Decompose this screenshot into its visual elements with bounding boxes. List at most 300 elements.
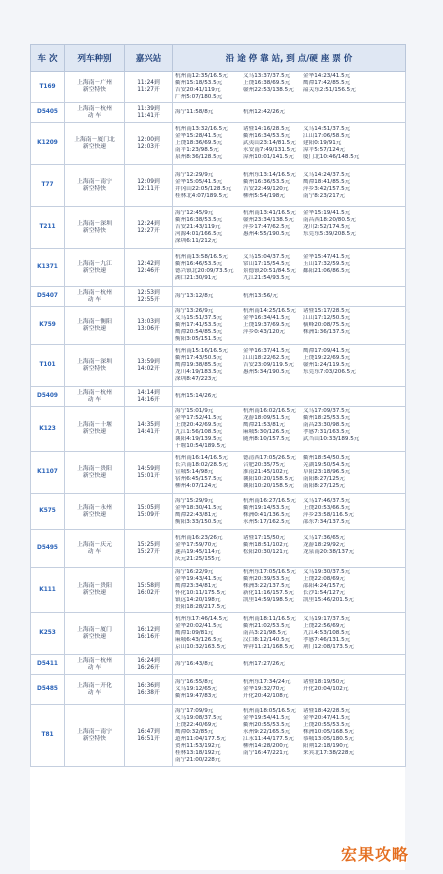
watermark-logo: 宏果攻略 xyxy=(341,845,410,864)
train-type xyxy=(65,494,125,530)
stops-cell xyxy=(173,655,406,675)
train-type-line: 动 车 xyxy=(87,689,102,696)
stop-entry: 杭州南18:05/16.5元 xyxy=(243,707,296,714)
stop-entry: 漳平5:57/124元 xyxy=(303,147,345,153)
departure-time: 12:03开 xyxy=(137,143,160,150)
stop-entry: 南阳8:27/125元 xyxy=(303,483,345,489)
stop-entry: 鹰潭1:09/81元 xyxy=(175,630,214,636)
stop-entry: 诸暨18:42/28.5元 xyxy=(303,707,351,714)
stop-entry: 衢州20:39/53.5元 xyxy=(243,576,291,582)
train-type-line: 新空快速 xyxy=(82,511,107,518)
stops-grid xyxy=(175,172,405,200)
stop-entry: 凯里14:59/198.5元 xyxy=(243,597,294,603)
stop-entry: 漳州10:01/141.5元 xyxy=(243,154,294,160)
stop-entry xyxy=(303,275,365,282)
stop-entry: 南昌23:30/98.5元 xyxy=(303,422,351,428)
stop-entry: 金华15:47/41.5元 xyxy=(303,253,351,260)
stop-entry: 芜湖19:50/54.5元 xyxy=(303,462,351,468)
jiaxing-times xyxy=(125,655,173,675)
stop-entry: 杭州13:56/元 xyxy=(243,293,278,299)
stop-entry: 龙游18:29/92元 xyxy=(303,541,345,548)
stop-entry: 海宁13:26/9元 xyxy=(175,308,214,314)
stop-entry: 株洲1:36/137.5元 xyxy=(303,329,351,335)
arrival-time: 13:03到 xyxy=(137,318,160,325)
train-type xyxy=(65,123,125,165)
stop-entry: 南平1:23/98.5元 xyxy=(175,147,219,153)
stop-entry: 金华20:02/41.5元 xyxy=(175,623,223,629)
stops-grid xyxy=(175,661,405,668)
stop-entry: 南宁21:00/228元 xyxy=(175,756,221,763)
departure-time: 13:06开 xyxy=(137,325,160,332)
stop-entry: 上饶18:36/69.5元 xyxy=(175,140,223,146)
arrival-time: 14:35到 xyxy=(137,422,160,428)
stop-entry: 江山18:22/62.5元 xyxy=(243,355,291,361)
train-type-line: 新空快速 xyxy=(82,325,107,332)
stops-cell xyxy=(173,249,406,287)
stop-entry: 合肥20:35/75元 xyxy=(243,462,285,468)
train-number: T101 xyxy=(31,345,65,387)
arrival-time: 12:24到 xyxy=(137,220,160,227)
train-number: T81 xyxy=(31,705,65,767)
stops-grid xyxy=(175,73,405,101)
stop-entry: 金华15:28/41.5元 xyxy=(175,133,223,139)
stop-entry: 阳朔12:18/190元 xyxy=(303,742,349,749)
stop-entry: 萍乡17:47/62.5元 xyxy=(243,224,291,230)
stop-entry: 义乌17:36/65元 xyxy=(303,534,345,541)
stop-entry: 厦门北10:46/148.5元 xyxy=(303,154,360,160)
stop-entry: 金华16:37/41.5元 xyxy=(243,348,291,354)
table-row xyxy=(31,307,406,345)
stop-entry: 武当山10:33/189.5元 xyxy=(303,436,360,442)
stops-cell xyxy=(173,207,406,249)
train-type-line: 上海南－贵阳 xyxy=(77,583,112,589)
stop-entry: 柳州5:54/198元 xyxy=(243,192,285,199)
arrival-time: 15:25到 xyxy=(137,541,160,548)
stop-entry: 海宁16:55/8元 xyxy=(175,679,214,685)
stop-entry: 桂林北4:07/189.5元 xyxy=(175,192,228,199)
stop-entry: 鹰潭17:42/85.5元 xyxy=(303,80,351,86)
jiaxing-times xyxy=(125,103,173,123)
train-type-line: 动 车 xyxy=(87,548,102,555)
train-type-line: 动 车 xyxy=(87,112,102,119)
stops-grid xyxy=(175,393,405,400)
stop-entry: 金华15:19/41.5元 xyxy=(303,210,351,216)
stops-cell xyxy=(173,530,406,568)
stop-entry: 九江21:54/93.5元 xyxy=(243,274,291,281)
stop-entry: 义乌19:30/37.5元 xyxy=(303,569,351,575)
departure-time: 12:46开 xyxy=(137,267,160,274)
stops-cell xyxy=(173,103,406,123)
stop-entry: 义乌19:17/37.5元 xyxy=(303,616,351,622)
stop-entry: 遂昌19:45/114元 xyxy=(175,548,221,555)
stop-entry: 义乌14:24/37.5元 xyxy=(303,171,351,178)
stop-entry: 海宁12:45/9元 xyxy=(175,210,214,216)
train-type-line: 新空特快 xyxy=(82,735,107,742)
stop-entry xyxy=(303,293,365,300)
stop-entry: 开化20:42/108元 xyxy=(243,693,289,699)
train-type-line: 上海南－杭州 xyxy=(77,289,112,296)
stop-entry: 九江4:53/108.5元 xyxy=(303,630,351,636)
stop-entry: 吉安21:43/119元 xyxy=(175,224,221,230)
stop-entry: 义乌13:37/37.5元 xyxy=(243,73,291,79)
train-number: K1371 xyxy=(31,249,65,287)
stops-grid xyxy=(175,254,405,282)
stop-entry: 义乌14:51/37.5元 xyxy=(303,126,351,132)
stop-entry: 桂林13:18/192元 xyxy=(175,749,221,756)
departure-time: 16:51开 xyxy=(137,735,160,742)
train-number: K111 xyxy=(31,568,65,613)
train-type xyxy=(65,675,125,705)
stop-entry: 上饶19:22/69.5元 xyxy=(303,355,351,361)
stop-entry: 深圳6:11/212元 xyxy=(175,238,217,244)
stop-entry: 襄阳10:20/158.5元 xyxy=(243,476,294,482)
stops-grid xyxy=(175,109,405,116)
arrival-time: 15:58到 xyxy=(137,583,160,589)
table-row xyxy=(31,613,406,655)
stop-entry: 赣州1:24/119.5元 xyxy=(303,362,351,368)
train-type-line: 动 车 xyxy=(87,664,102,671)
train-type-line: 新空快速 xyxy=(82,143,107,150)
stop-entry: 永州9:22/165.5元 xyxy=(243,728,291,735)
train-type xyxy=(65,613,125,655)
stop-entry: 金华19:54/41.5元 xyxy=(243,714,291,721)
stop-entry: 井冈山22:05/128.5元 xyxy=(175,185,232,192)
departure-time: 15:01开 xyxy=(137,472,160,479)
timetable-sheet xyxy=(30,44,405,870)
jiaxing-times xyxy=(125,249,173,287)
stop-entry: 河源4:01/166.5元 xyxy=(175,231,223,237)
arrival-time: 13:59到 xyxy=(137,358,160,365)
stop-entry: 邵东7:34/137.5元 xyxy=(303,518,351,525)
train-type-line: 上海南－九江 xyxy=(77,260,112,267)
train-number: K759 xyxy=(31,307,65,345)
arrival-time: 14:14到 xyxy=(137,389,160,396)
train-number: D5409 xyxy=(31,387,65,407)
stop-entry: 株洲10:05/168.5元 xyxy=(303,728,354,735)
train-type-line: 上海南－厦门北 xyxy=(74,136,115,143)
stop-entry: 吉安22:49/120元 xyxy=(243,185,289,192)
stop-entry: 杭州南16:23/26元 xyxy=(175,534,223,541)
stop-entry: 上饶22:56/69元 xyxy=(303,623,345,629)
train-type-line: 新空快速 xyxy=(82,590,107,596)
stop-entry: 诸暨18:19/50元 xyxy=(303,679,345,685)
table-row xyxy=(31,249,406,287)
table-header-row xyxy=(31,45,406,72)
stops-grid xyxy=(175,293,405,300)
stop-entry: 惠州5:34/190.5元 xyxy=(243,369,291,375)
stop-entry: 南昌西18:20/80.5元 xyxy=(303,217,356,223)
jiaxing-times xyxy=(125,345,173,387)
stop-entry: 柳州4:07/124元 xyxy=(175,483,217,489)
stop-entry: 宣城5:14/98元 xyxy=(175,469,214,475)
stop-entry: 襄阳10:20/158.5元 xyxy=(243,483,294,489)
jiaxing-times xyxy=(125,165,173,207)
table-row xyxy=(31,675,406,705)
train-type xyxy=(65,287,125,307)
train-type-line: 上海南－永州 xyxy=(77,504,112,511)
stop-entry: 随州8:10/157.5元 xyxy=(243,436,291,442)
stop-entry: 衢州15:18/53.5元 xyxy=(175,80,223,86)
stop-entry: 上饶16:38/69.5元 xyxy=(243,80,291,86)
stops-cell xyxy=(173,345,406,387)
stop-entry: 孝感7:31/163.5元 xyxy=(303,429,351,435)
site-watermark xyxy=(341,842,437,870)
stop-entry: 麻城5:30/126.5元 xyxy=(243,429,291,435)
stop-entry: 武夷山23:14/81.5元 xyxy=(243,140,296,146)
stop-entry xyxy=(243,393,303,400)
stop-entry: 南阳8:27/125元 xyxy=(303,476,345,482)
stops-cell xyxy=(173,568,406,613)
departure-time: 14:02开 xyxy=(137,365,160,372)
table-row xyxy=(31,407,406,452)
header-jiaxing-station: 嘉兴站 xyxy=(125,45,173,72)
arrival-time: 12:00到 xyxy=(137,136,160,143)
stop-entry: 衢州17:43/50.5元 xyxy=(175,355,223,361)
jiaxing-times xyxy=(125,123,173,165)
train-type-line: 新空特快 xyxy=(82,185,107,192)
stop-entry: 湖口21:30/91元 xyxy=(175,274,217,281)
arrival-time: 16:24到 xyxy=(137,657,160,664)
stop-entry: 淮南21:45/102元 xyxy=(243,469,289,475)
timetable-body xyxy=(31,72,406,767)
stop-entry: 龙泉南20:38/137元 xyxy=(303,548,355,555)
train-type-line: 上海南－广州 xyxy=(77,80,112,86)
table-row xyxy=(31,655,406,675)
stop-entry: 鹰潭20:54/85.5元 xyxy=(175,329,223,335)
train-number: T211 xyxy=(31,207,65,249)
arrival-time: 12:53到 xyxy=(137,289,160,296)
stops-grid xyxy=(175,308,405,343)
table-row xyxy=(31,452,406,494)
stop-entry: 衢州18:25/53.5元 xyxy=(303,415,351,421)
stop-entry: 义乌15:04/37.5元 xyxy=(243,253,291,260)
departure-time: 16:26开 xyxy=(137,664,160,671)
header-train-type: 列车种别 xyxy=(65,45,125,72)
jiaxing-times xyxy=(125,387,173,407)
stop-entry: 金华16:34/41.5元 xyxy=(243,315,291,321)
stop-entry: 株洲3:22/137.5元 xyxy=(243,583,291,589)
stop-entry: 金华17:52/41.5元 xyxy=(175,415,223,421)
train-type-line: 新空快速 xyxy=(82,267,107,274)
stop-entry: 襄阳4:19/139.5元 xyxy=(175,436,223,442)
stop-entry: 十堰10:54/189.5元 xyxy=(175,443,226,449)
stop-entry: 义乌17:46/37.5元 xyxy=(303,497,351,504)
stop-entry: 金华14:23/41.5元 xyxy=(303,73,351,79)
train-type-line: 新空特快 xyxy=(82,365,107,372)
table-row xyxy=(31,568,406,613)
stops-grid xyxy=(175,679,405,700)
train-type xyxy=(65,705,125,767)
train-type-line: 新空快速 xyxy=(82,472,107,479)
jiaxing-times xyxy=(125,568,173,613)
stop-entry: 鹰潭17:09/41.5元 xyxy=(303,348,351,354)
jiaxing-times xyxy=(125,494,173,530)
stop-entry: 江山17:06/58.5元 xyxy=(303,133,351,139)
train-type xyxy=(65,452,125,494)
stop-entry: 衢州18:51/102元 xyxy=(243,541,289,548)
stop-entry: 庆元21:25/155元 xyxy=(175,555,221,562)
stop-entry: 深圳8:47/223元 xyxy=(175,376,217,382)
stop-entry: 诸暨15:17/28.5元 xyxy=(303,308,351,314)
stop-entry: 麻城6:43/126.5元 xyxy=(175,637,223,643)
stop-entry: 海宁15:01/9元 xyxy=(175,408,214,414)
stop-entry: 衢州19:14/53.5元 xyxy=(243,504,291,511)
table-row xyxy=(31,207,406,249)
departure-time: 15:27开 xyxy=(137,548,160,555)
stop-entry xyxy=(303,661,365,668)
arrival-time: 16:12到 xyxy=(137,626,160,633)
departure-time: 16:38开 xyxy=(137,689,160,696)
train-type-line: 上海南－庆元 xyxy=(77,541,112,548)
table-row xyxy=(31,530,406,568)
stop-entry: 德兴镇北20:09/73.5元 xyxy=(175,267,234,274)
train-number: D5405 xyxy=(31,103,65,123)
stop-entry: 株洲0:41/136.5元 xyxy=(243,511,291,518)
departure-time: 16:02开 xyxy=(137,590,160,596)
train-type-line: 新空快速 xyxy=(82,429,107,435)
stop-entry: 杭州东17:34/24元 xyxy=(243,679,291,685)
train-type xyxy=(65,530,125,568)
stop-entry: 上饶20:53/66.5元 xyxy=(303,504,351,511)
stop-entry: 海宁17:09/9元 xyxy=(175,707,214,714)
departure-time: 16:16开 xyxy=(137,633,160,640)
stop-entry: 九江1:56/108.5元 xyxy=(175,429,223,435)
stop-entry: 义乌19:08/37.5元 xyxy=(175,714,223,721)
train-number: K253 xyxy=(31,613,65,655)
stops-cell xyxy=(173,165,406,207)
stop-entry: 德清西17:05/26.5元 xyxy=(243,455,296,461)
stop-entry: 松阳20:30/121元 xyxy=(243,548,289,555)
stop-entry: 龙川4:19/183.5元 xyxy=(175,369,223,375)
stop-entry: 赣州23:34/138.5元 xyxy=(243,217,294,223)
jiaxing-times xyxy=(125,407,173,452)
train-type xyxy=(65,207,125,249)
stops-cell xyxy=(173,675,406,705)
train-type-line: 上海南－杭州 xyxy=(77,389,112,396)
train-number: K1209 xyxy=(31,123,65,165)
stops-grid xyxy=(175,348,405,383)
stops-cell xyxy=(173,123,406,165)
stops-grid xyxy=(175,408,405,450)
stop-entry: 衢州19:47/83元 xyxy=(175,693,217,699)
train-type xyxy=(65,655,125,675)
stops-grid xyxy=(175,498,405,526)
stop-entry: 杭州南14:25/16.5元 xyxy=(243,308,296,314)
train-type-line: 动 车 xyxy=(87,296,102,303)
table-row xyxy=(31,494,406,530)
stop-entry: 杭州东17:05/16.5元 xyxy=(243,569,296,575)
stop-entry: 鄱阳21:06/86.5元 xyxy=(303,267,351,274)
stop-entry: 海宁16:22/9元 xyxy=(175,569,214,575)
jiaxing-times xyxy=(125,287,173,307)
stop-entry: 鹰潭23:34/81元 xyxy=(175,583,217,589)
stop-entry: 横峰20:08/75.5元 xyxy=(303,322,351,328)
stop-entry: 赣州22:53/138.5元 xyxy=(243,87,294,93)
stop-entry: 常山17:15/54.5元 xyxy=(243,260,291,267)
train-type-line: 上海南－深圳 xyxy=(77,358,112,365)
arrival-time: 11:24到 xyxy=(137,80,160,86)
stop-entry: 孝感7:46/131.5元 xyxy=(303,637,351,643)
stop-entry: 衢州21:02/53.5元 xyxy=(243,623,291,629)
train-type-line: 上海南－十堰 xyxy=(77,422,112,428)
stops-cell xyxy=(173,387,406,407)
stop-entry: 贵阳18:28/217.5元 xyxy=(175,604,226,610)
stop-entry: 泉州8:36/128.5元 xyxy=(175,154,223,160)
stop-entry: 衡阳3:33/150.5元 xyxy=(175,518,223,525)
stop-entry: 永州5:17/162.5元 xyxy=(243,518,291,525)
stop-entry: 龙川2:52/174.5元 xyxy=(303,224,351,230)
stop-entry: 杭州南15:16/16.5元 xyxy=(175,348,228,354)
stop-entry: 金华20:47/41.5元 xyxy=(303,714,351,721)
table-row xyxy=(31,72,406,103)
stop-entry: 上饶19:37/69.5元 xyxy=(243,322,291,328)
stop-entry: 金华18:30/41.5元 xyxy=(175,504,223,511)
stop-entry: 凯里15:46/201.5元 xyxy=(303,597,354,603)
stop-entry: 景德镇20:51/84.5元 xyxy=(243,267,296,274)
stop-entry: 金华15:05/41.5元 xyxy=(175,178,223,185)
jiaxing-times xyxy=(125,613,173,655)
train-type-line: 上海南－厦门 xyxy=(77,626,112,633)
stop-entry: 惠州4:55/190.5元 xyxy=(243,231,291,237)
stop-entry: 杭州东17:46/14.5元 xyxy=(175,616,228,622)
stop-entry: 杭州南16:02/16.5元 xyxy=(243,408,296,414)
jiaxing-times xyxy=(125,452,173,494)
stop-entry: 金华19:43/41.5元 xyxy=(175,576,223,582)
stop-entry: 江永11:44/177.5元 xyxy=(243,735,294,742)
train-number: D5485 xyxy=(31,675,65,705)
stop-entry: 恭城13:05/180.5元 xyxy=(303,735,354,742)
stop-entry: 杭州东13:14/16.5元 xyxy=(243,171,296,178)
stop-entry: 衢州20:55/53.5元 xyxy=(243,721,291,728)
stop-entry: 金华19:32/70元 xyxy=(243,686,285,692)
stop-entry: 上饶20:55/53.5元 xyxy=(303,721,351,728)
stop-entry: 杭州南18:11/16.5元 xyxy=(243,616,296,622)
stop-entry: 鹰潭19:38/85.5元 xyxy=(175,362,223,368)
stop-entry: 阜阳23:18/96.5元 xyxy=(303,469,351,475)
stop-entry: 长沙1:54/127元 xyxy=(303,590,345,596)
stops-cell xyxy=(173,407,406,452)
stop-entry: 玉山17:32/59.5元 xyxy=(303,260,351,267)
train-number: K123 xyxy=(31,407,65,452)
stop-entry: 义乌19:12/65元 xyxy=(175,686,217,692)
stop-entry xyxy=(303,693,365,700)
table-row xyxy=(31,287,406,307)
train-type-line: 上海南－杭州 xyxy=(77,105,112,112)
stop-entry: 钟祥11:21/168.5元 xyxy=(243,644,294,650)
train-type-line: 上海南－南宁 xyxy=(77,728,112,735)
stop-entry: 镇远14:20/198元 xyxy=(175,597,221,603)
train-type-line: 上海南－衡阳 xyxy=(77,318,112,325)
stop-entry: 来宾北17:38/228元 xyxy=(303,749,355,756)
stop-entry: 永安南7:49/131.5元 xyxy=(243,147,296,153)
stop-entry: 贺州11:53/192元 xyxy=(175,742,221,749)
stop-entry: 衢州16:36/53.5元 xyxy=(243,178,291,185)
stop-entry xyxy=(243,443,303,450)
stop-entry: 衢州16:46/53.5元 xyxy=(175,260,223,267)
stop-entry: 义乌15:51/37.5元 xyxy=(175,315,223,321)
stop-entry: 东莞东7:03/206.5元 xyxy=(303,369,356,375)
stop-entry: 荆门12:08/173.5元 xyxy=(303,644,354,650)
stops-cell xyxy=(173,494,406,530)
stops-grid xyxy=(175,126,405,161)
stop-entry: 开化20:04/102元 xyxy=(303,686,349,692)
stop-entry: 诸暨17:15/50元 xyxy=(243,534,285,541)
stop-entry: 萍乡23:58/116.5元 xyxy=(303,511,354,518)
stop-entry: 杭州南16:14/16.5元 xyxy=(175,455,228,461)
stop-entry xyxy=(243,94,303,101)
stop-entry: 江山17:12/50.5元 xyxy=(303,315,351,321)
jiaxing-times xyxy=(125,72,173,103)
